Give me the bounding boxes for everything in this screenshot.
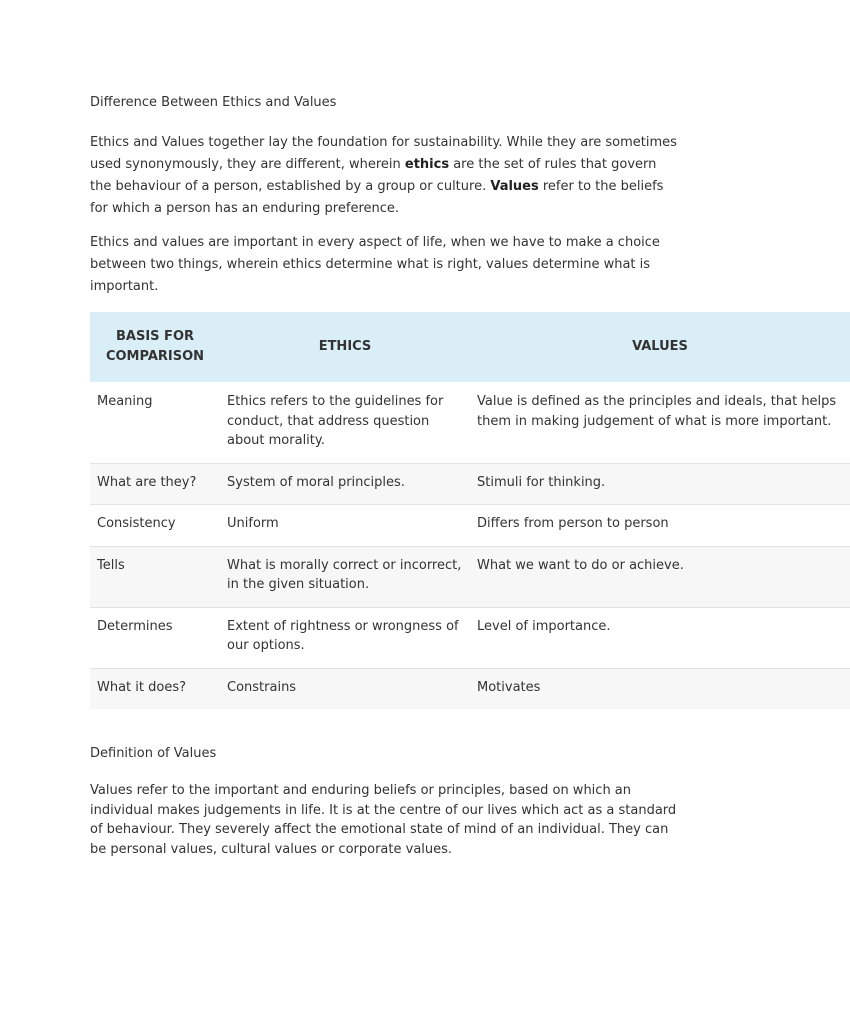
header-basis: BASIS FOR COMPARISON (90, 312, 220, 382)
comparison-table-container (90, 312, 837, 709)
intro-text-3: refer to the beliefs for which a person has an enduring preference. (90, 179, 664, 216)
row-basis: Consistency (90, 505, 220, 547)
row-values: What we want to do or achieve. (470, 546, 850, 607)
row-ethics: System of moral principles. (220, 463, 470, 505)
row-basis: What it does? (90, 668, 220, 709)
row-ethics: Constrains (220, 668, 470, 709)
header-ethics: ETHICS (220, 312, 470, 382)
table-header-row (90, 312, 850, 382)
row-values: Value is defined as the principles and ideals, that helps them in making judgement of what is more important. (477, 394, 837, 429)
intro-paragraph-2: Ethics and values are important in every aspect of life, when we have to make a choice between two things, wherein ethics determine what is right, values determine what is important. (90, 235, 660, 294)
row-values: Differs from person to person (470, 505, 850, 547)
row-basis: Determines (90, 607, 220, 668)
row-basis: What are they? (90, 463, 220, 505)
table-row (90, 463, 850, 505)
row-values: Level of importance. (470, 607, 850, 668)
row-basis: Tells (90, 546, 220, 607)
intro-text-1: Ethics and Values together lay the foundation for sustainability. While they are sometimes used synonymously, they are different, wherein (90, 135, 677, 172)
comparison-table (90, 312, 850, 709)
row-ethics: Extent of rightness or wrongness of our options. (220, 607, 470, 668)
intro-paragraph-1 (90, 132, 680, 220)
row-ethics: Ethics refers to the guidelines for conduct, that address question about morality. (227, 394, 444, 448)
header-values: VALUES (470, 312, 850, 382)
intro-text-2: are the set of rules that govern the behaviour of a person, established by a group or culture. (90, 157, 657, 194)
ethics-term: ethics (404, 157, 450, 172)
table-row (90, 546, 850, 607)
row-ethics: Uniform (220, 505, 470, 547)
document-page (90, 94, 837, 859)
row-basis: Meaning (97, 394, 153, 409)
table-row (90, 382, 850, 463)
page-title: Difference Between Ethics and Values (90, 95, 337, 110)
row-values: Motivates (470, 668, 850, 709)
table-row (90, 505, 850, 547)
table-row (90, 607, 850, 668)
definition-paragraph: Values refer to the important and enduring beliefs or principles, based on which an individual makes judgements in life. It is at the centre of our lives which act as a standard of behaviour. They severely affect the emotional state of mind of an individual. They can be personal values, cultural values or corporate values. (90, 783, 677, 857)
table-row (90, 668, 850, 709)
row-values: Stimuli for thinking. (470, 463, 850, 505)
values-term: Values (490, 179, 539, 194)
section-title-definition: Definition of Values (90, 746, 217, 761)
row-ethics: What is morally correct or incorrect, in the given situation. (220, 546, 470, 607)
